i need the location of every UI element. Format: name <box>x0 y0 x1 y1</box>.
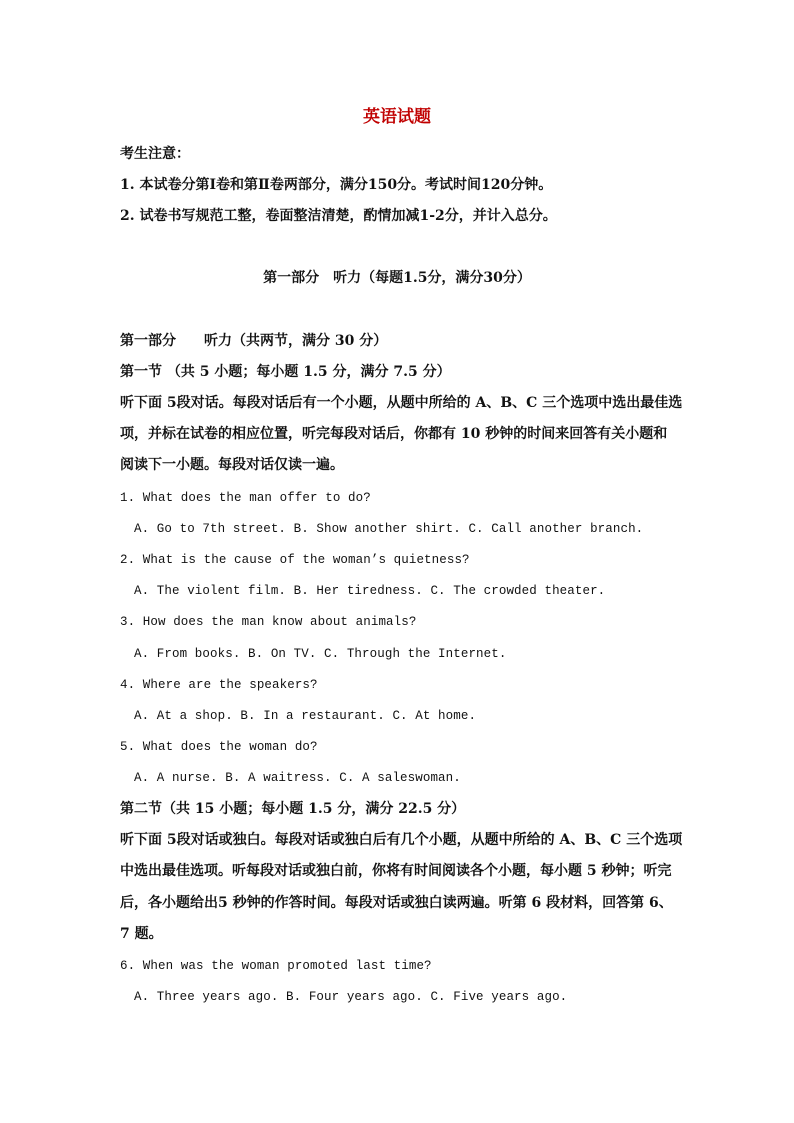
part-heading: 第一部分 听力（每题1.5分，满分30分） <box>263 270 531 286</box>
question-2-options: A. The violent film. B. Her tiredness. C. The crowded theater. <box>134 584 606 598</box>
document-title: 英语试题 <box>363 107 431 127</box>
question-6-options: A. Three years ago. B. Four years ago. C. Five years ago. <box>134 990 568 1004</box>
question-6: 6. When was the woman promoted last time? <box>120 959 432 973</box>
question-1-options: A. Go to 7th street. B. Show another shirt. C. Call another branch. <box>134 522 644 536</box>
notice-item-2: 2. 试卷书写规范工整，卷面整洁清楚，酌情加减1-2分，并计入总分。 <box>120 208 557 224</box>
question-5-options: A. A nurse. B. A waitress. C. A saleswoman. <box>134 771 461 785</box>
notice-heading: 考生注意： <box>120 146 190 162</box>
question-4: 4. Where are the speakers? <box>120 678 318 692</box>
section1-instruction-line: 项，并标在试卷的相应位置，听完每段对话后，你都有 10 秒钟的时间来回答有关小题和 <box>120 426 668 442</box>
question-1: 1. What does the man offer to do? <box>120 491 371 505</box>
section2-instruction-line: 后，各小题给出5 秒钟的作答时间。每段对话或独白读两遍。听第 6 段材料，回答第 6、 <box>120 895 673 911</box>
section2-heading: 第二节（共 15 小题；每小题 1.5 分，满分 22.5 分） <box>120 801 466 817</box>
section2-instruction-line: 听下面 5段对话或独白。每段对话或独白后有几个小题，从题中所给的 A、B、C 三个选项 <box>120 832 683 848</box>
question-5: 5. What does the woman do? <box>120 740 318 754</box>
question-3-options: A. From books. B. On TV. C. Through the Internet. <box>134 647 507 661</box>
question-3: 3. How does the man know about animals? <box>120 615 417 629</box>
part-subheading: 第一部分 听力（共两节，满分 30 分） <box>120 333 388 349</box>
section1-instruction-line: 阅读下一小题。每段对话仅读一遍。 <box>120 457 344 473</box>
question-2: 2. What is the cause of the woman’s quietness? <box>120 553 470 567</box>
section1-heading: 第一节 （共 5 小题；每小题 1.5 分，满分 7.5 分） <box>120 364 451 380</box>
section2-instruction-line: 7 题。 <box>120 926 163 942</box>
section2-instruction-line: 中选出最佳选项。听每段对话或独白前，你将有时间阅读各个小题，每小题 5 秒钟；听完 <box>120 863 672 879</box>
question-4-options: A. At a shop. B. In a restaurant. C. At home. <box>134 709 477 723</box>
notice-item-1: 1. 本试卷分第Ⅰ卷和第Ⅱ卷两部分，满分150分。考试时间120分钟。 <box>120 177 553 193</box>
section1-instruction-line: 听下面 5段对话。每段对话后有一个小题，从题中所给的 A、B、C 三个选项中选出最佳选 <box>120 395 683 411</box>
